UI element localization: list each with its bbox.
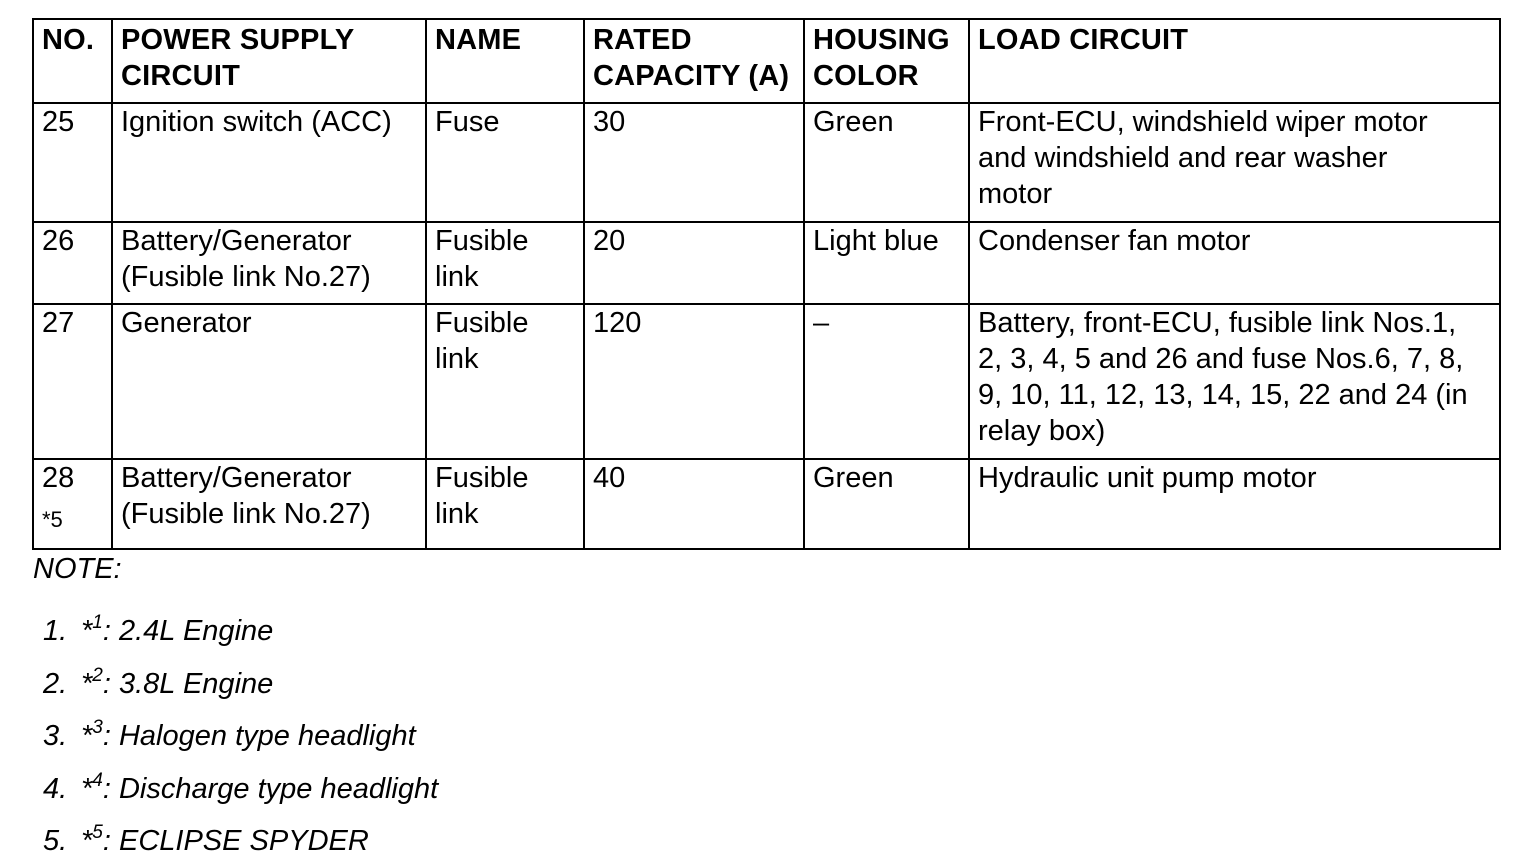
- note-number: 2.: [43, 667, 68, 700]
- note-text: : 3.8L Engine: [102, 667, 274, 700]
- row-number: 28: [42, 462, 75, 494]
- table-row: [33, 459, 1500, 549]
- cell-rated-capacity: 30: [584, 103, 804, 222]
- cell-no: [33, 459, 112, 549]
- cell-load-circuit: Hydraulic unit pump motor: [969, 459, 1500, 549]
- note-superscript: 1: [92, 612, 103, 633]
- cell-power-supply-circuit: Battery/Generator (Fusible link No.27): [112, 459, 426, 549]
- cell-housing-color: Green: [804, 103, 969, 222]
- note-superscript: 2: [92, 664, 103, 686]
- cell-housing-color: Light blue: [804, 222, 969, 304]
- note-number: 3.: [43, 720, 68, 752]
- cell-name: Fuse: [426, 103, 584, 222]
- table-row: [33, 103, 1500, 222]
- cell-power-supply-circuit: Ignition switch (ACC): [112, 103, 426, 222]
- note-item: [43, 603, 438, 656]
- cell-rated-capacity: 20: [584, 222, 804, 304]
- table-header-row: [33, 19, 1500, 103]
- note-text: : 2.4L Engine: [102, 615, 274, 647]
- cell-rated-capacity: 120: [584, 304, 804, 459]
- note-text: : Halogen type headlight: [102, 720, 416, 752]
- note-item: [43, 656, 438, 709]
- cell-rated-capacity: 40: [584, 459, 804, 549]
- cell-no: [33, 222, 112, 304]
- row-number: 27: [42, 307, 75, 339]
- cell-no: [33, 304, 112, 459]
- cell-load-circuit: Battery, front-ECU, fusible link Nos.1, 2, 3, 4, 5 and 26 and fuse Nos.6, 7, 8, 9, 10, 11, 12, 13, 14, 15, 22 and 24 (in relay box): [969, 304, 1500, 459]
- note-item: [43, 708, 438, 761]
- note-number: 5.: [43, 825, 68, 857]
- cell-no: [33, 103, 112, 222]
- cell-housing-color: Green: [804, 459, 969, 549]
- notes-list: [43, 603, 438, 866]
- note-star: *: [81, 615, 93, 647]
- note-title: NOTE:: [33, 553, 122, 585]
- cell-name: Fusible link: [426, 459, 584, 549]
- cell-name: Fusible link: [426, 304, 584, 459]
- table-row: [33, 304, 1500, 459]
- header-name: NAME: [426, 19, 584, 103]
- header-rated-capacity: RATED CAPACITY (A): [584, 19, 804, 103]
- header-load-circuit: LOAD CIRCUIT: [969, 19, 1500, 103]
- note-item: [43, 761, 438, 814]
- cell-power-supply-circuit: Generator: [112, 304, 426, 459]
- note-superscript: 4: [92, 769, 103, 791]
- footnote-mark: *5: [42, 507, 63, 532]
- note-number: 1.: [43, 615, 68, 647]
- note-superscript: 5: [92, 822, 103, 843]
- cell-housing-color: –: [804, 304, 969, 459]
- note-superscript: 3: [92, 717, 103, 738]
- note-number: 4.: [43, 772, 68, 805]
- cell-load-circuit: Front-ECU, windshield wiper motor and windshield and rear washer motor: [969, 103, 1500, 222]
- fuse-table: [32, 18, 1501, 550]
- cell-power-supply-circuit: Battery/Generator (Fusible link No.27): [112, 222, 426, 304]
- row-number: 25: [42, 106, 75, 138]
- row-number: 26: [42, 225, 75, 257]
- cell-name: Fusible link: [426, 222, 584, 304]
- header-housing-color: HOUSING COLOR: [804, 19, 969, 103]
- note-item: [43, 813, 438, 866]
- note-text: : Discharge type headlight: [102, 772, 439, 805]
- note-star: *: [81, 720, 93, 752]
- header-power-supply-circuit: POWER SUPPLY CIRCUIT: [112, 19, 426, 103]
- cell-load-circuit: Condenser fan motor: [969, 222, 1500, 304]
- note-star: *: [81, 667, 93, 700]
- note-star: *: [81, 825, 93, 857]
- header-no: NO.: [33, 19, 112, 103]
- note-text: : ECLIPSE SPYDER: [102, 825, 369, 857]
- table-row: [33, 222, 1500, 304]
- note-star: *: [81, 772, 93, 805]
